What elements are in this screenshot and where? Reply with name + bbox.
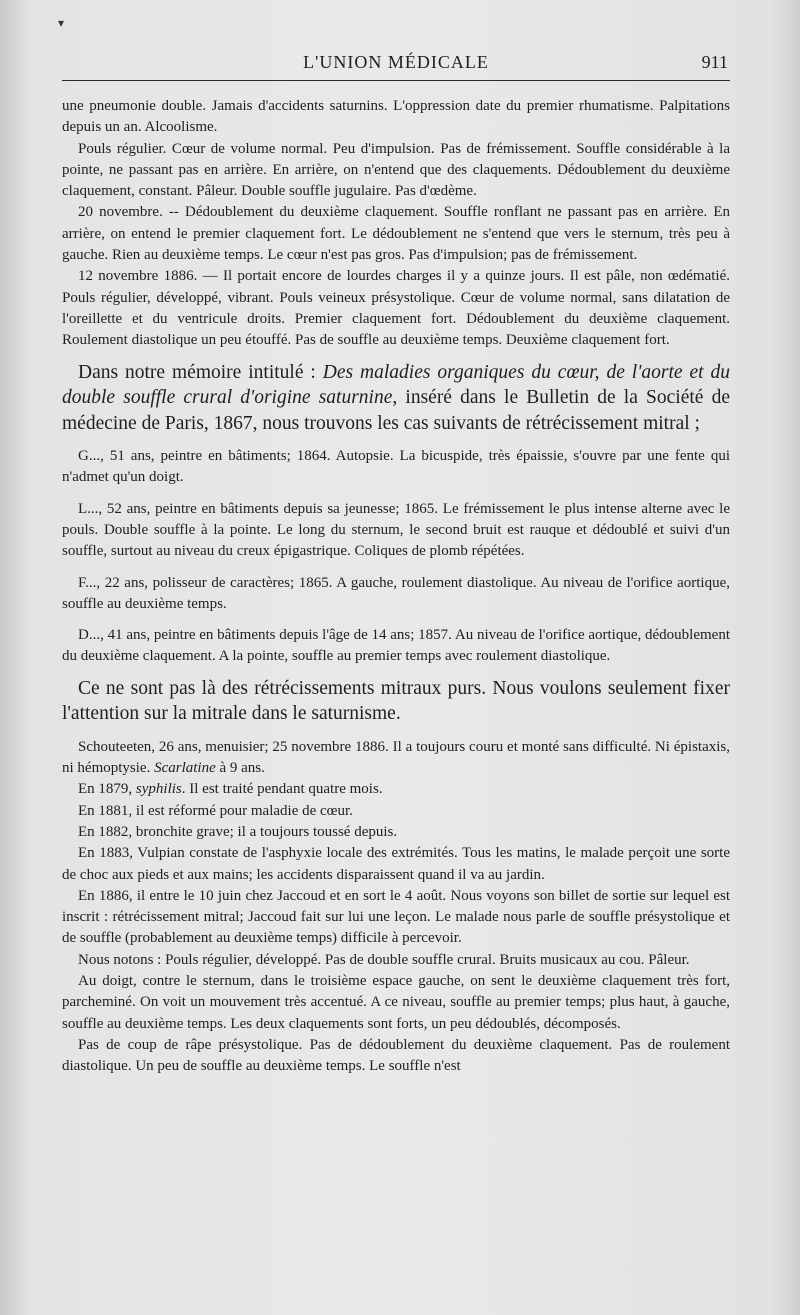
bullet-mark: ▾ (58, 16, 65, 30)
italic-term: syphilis (135, 781, 182, 798)
case-paragraph: G..., 51 ans, peintre en bâtiments; 1864. Autopsie. La bicuspide, très épaissie, s'ouvre par une fente qui n'admet qu'un doigt. (62, 448, 730, 486)
italic-title: Des maladies organiques du cœur, de l'aorte et du double souffle crural d'origine saturnine (62, 361, 730, 409)
italic-term: Scarlatine (154, 760, 216, 777)
paragraph: Pouls régulier. Cœur de volume normal. Peu d'impulsion. Pas de frémissement. Souffle considérable à la pointe, ne passant pas en arrière. En arrière, on n'entend que des claquements. Dédoublement du deuxième claquement, constant. Pâleur. Double souffle jugulaire. Pas d'œdème. (62, 140, 730, 200)
page-body (62, 96, 730, 1077)
paragraph: En 1883, Vulpian constate de l'asphyxie locale des extrémités. Tous les matins, le malade perçoit une sorte de choc aux pieds et aux mains; les accidents disparaissent quand il va au jardin. (62, 845, 730, 883)
page-number: 911 (701, 52, 728, 72)
text-run: , inséré dans le Bulletin de la Société de médecine de Paris, 1867, nous trouvons les cas suivants de rétrécissement mitral ; (62, 387, 730, 434)
paragraph: 20 novembre. -- Dédoublement du deuxième claquement. Souffle ronflant ne passant pas en arrière. En arrière, on entend le premier claquement fort. Le dédoublement ne s'entend que vers le sternum, très peu à gauche. Rien au deuxième temps. Le cœur n'est pas gros. Pas d'impulsion; pas de frémissement. (62, 204, 730, 264)
text-run: En 1879, (78, 781, 136, 798)
paragraph: En 1886, il entre le 10 juin chez Jaccoud et en sort le 4 août. Nous voyons son billet de sortie sur lequel est inscrit : rétrécissement mitral; Jaccoud fait sur lui une leçon. Le malade nous parle de souffle présystolique et de souffle (probablement au deuxième temps) difficile à percevoir. (62, 887, 730, 947)
journal-title: L'UNION MÉDICALE (303, 52, 489, 72)
paragraph: En 1882, bronchite grave; il a toujours toussé depuis. (78, 823, 398, 840)
paragraph: Pas de coup de râpe présystolique. Pas de dédoublement du deuxième claquement. Pas de roulement diastolique. Un peu de souffle au deuxième temps. Le souffle n'est (62, 1036, 730, 1075)
paragraph (62, 779, 730, 800)
paragraph (62, 737, 730, 780)
text-run: . Il est traité pendant quatre mois. (181, 781, 383, 798)
paragraph: Nous notons : Pouls régulier, développé. Pas de double souffle crural. Bruits musicaux au cou. Pâleur. (78, 951, 690, 968)
paragraph: 12 novembre 1886. — Il portait encore de lourdes charges il y a quinze jours. Il est pâle, non œdématié. Pouls régulier, développé, vibrant. Pouls veineux présystolique. Cœur de volume normal, sans dilatation de l'oreillette et du ventricule droits. Premier claquement fort. Dédoublement du deuxième claquement. Roulement diastolique un peu étouffé. Pas de souffle au deuxième temps. Deuxième claquement fort. (62, 268, 730, 349)
running-header (62, 50, 730, 78)
header-rule (62, 80, 730, 81)
text-run: Dans notre mémoire intitulé : (78, 361, 323, 383)
case-paragraph: F..., 22 ans, polisseur de caractères; 1865. A gauche, roulement diastolique. Au niveau de l'orifice aortique, souffle au deuxième temps. (62, 574, 730, 612)
text-run: à 9 ans. (215, 760, 265, 777)
case-paragraph: D..., 41 ans, peintre en bâtiments depuis l'âge de 14 ans; 1857. Au niveau de l'orifice aortique, dédoublement du deuxième claquement. A la pointe, souffle au premier temps avec roulement diastolique. (62, 627, 730, 665)
paragraph: Au doigt, contre le sternum, dans le troisième espace gauche, on sent le deuxième claquement très fort, parcheminé. On voit un mouvement très accentué. A ce niveau, souffle au premier temps; plus haut, à gauche, souffle au deuxième temps. Les deux claquements sont forts, un peu dédoublés, décomposés. (62, 973, 730, 1032)
paragraph: En 1881, il est réformé pour maladie de cœur. (78, 802, 353, 819)
text-run: Schouteeten, 26 ans, menuisier; 25 novembre 1886. Il a toujours couru et monté sans difficulté. Ni épistaxis, ni hémoptysie. (62, 738, 730, 777)
paragraph: une pneumonie double. Jamais d'accidents saturnins. L'oppression date du premier rhumatisme. Palpitations depuis un an. Alcoolisme. (62, 98, 730, 136)
paragraph-large (62, 360, 730, 437)
paragraph-large: Ce ne sont pas là des rétrécissements mitraux purs. Nous voulons seulement fixer l'attention sur la mitrale dans le saturnisme. (62, 677, 730, 725)
case-paragraph: L..., 52 ans, peintre en bâtiments depuis sa jeunesse; 1865. Le frémissement le plus intense alterne avec le pouls. Double souffle à la pointe. Le long du sternum, le second bruit est rauque et dédoublé et suivi d'un souffle, surtout au niveau du creux épigastrique. Coliques de plomb répétées. (62, 500, 730, 560)
